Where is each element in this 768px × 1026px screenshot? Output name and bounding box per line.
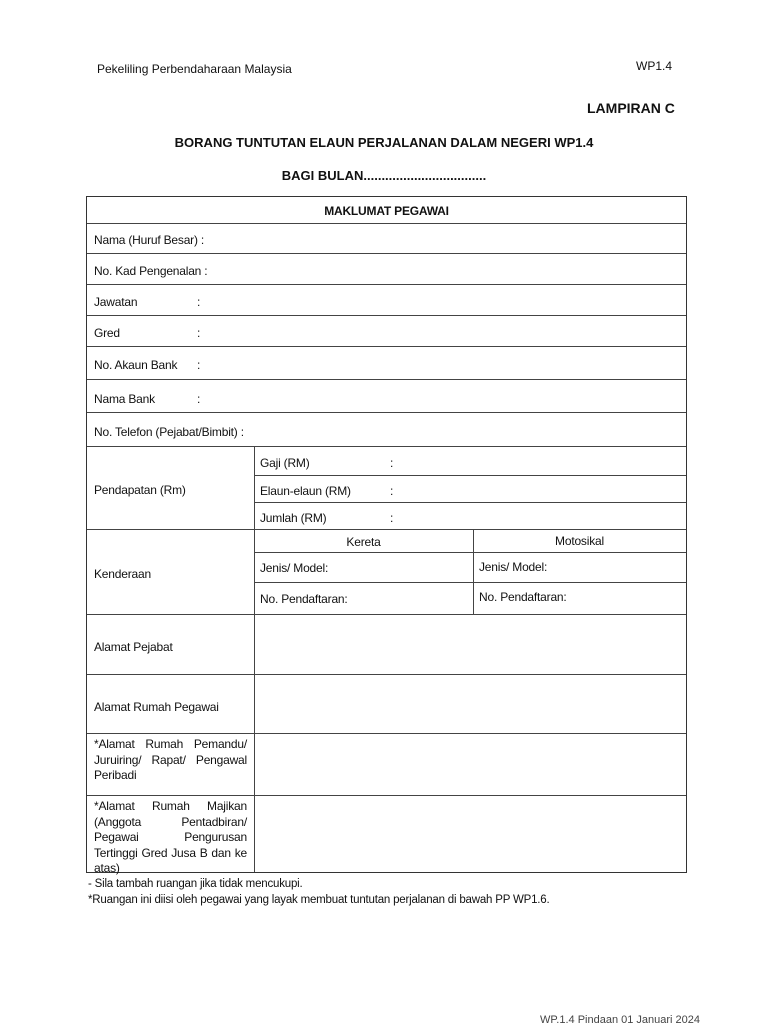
form-title: BORANG TUNTUTAN ELAUN PERJALANAN DALAM NEGERI WP1.4 — [174, 135, 594, 150]
month-field: BAGI BULAN.................................. — [281, 168, 487, 183]
allowances-label: Elaun-elaun (RM) — [260, 484, 351, 498]
revision-footer: WP.1.4 Pindaan 01 Januari 2024 — [540, 1014, 701, 1026]
motorcycle-model-label: Jenis/ Model: — [479, 560, 548, 574]
appendix-label: LAMPIRAN C — [587, 100, 675, 116]
salary-label: Gaji (RM) — [260, 456, 310, 470]
total-colon: : — [390, 511, 394, 525]
salary-colon: : — [390, 456, 394, 470]
position-label: Jawatan — [94, 295, 138, 309]
bank-account-colon: : — [197, 358, 201, 372]
note-eligibility: *Ruangan ini diisi oleh pegawai yang layak membuat tuntutan perjalanan di bawah PP WP1.6. — [88, 894, 550, 906]
motorcycle-header: Motosikal — [555, 534, 604, 548]
document-code: WP1.4 — [636, 59, 673, 73]
name-field-label: Nama (Huruf Besar) : — [94, 233, 205, 247]
note-add-rows: - Sila tambah ruangan jika tidak mencukupi. — [88, 878, 303, 890]
office-address-label: Alamat Pejabat — [94, 640, 173, 654]
motorcycle-registration-label: No. Pendaftaran: — [479, 590, 567, 604]
car-header: Kereta — [346, 535, 381, 549]
bank-name-label: Nama Bank — [94, 392, 155, 406]
bank-account-label: No. Akaun Bank — [94, 358, 178, 372]
bank-name-colon: : — [197, 392, 201, 406]
officer-info-form — [86, 196, 687, 873]
circular-title: Pekeliling Perbendaharaan Malaysia — [97, 62, 292, 76]
car-model-label: Jenis/ Model: — [260, 561, 329, 575]
home-address-label: Alamat Rumah Pegawai — [94, 700, 219, 714]
allowances-colon: : — [390, 484, 394, 498]
grade-colon: : — [197, 326, 201, 340]
income-label: Pendapatan (Rm) — [94, 483, 186, 497]
driver-address-label: *Alamat Rumah Pemandu/ Juruiring/ Rapat/ Pengawal Peribadi — [94, 737, 247, 782]
vehicle-label: Kenderaan — [94, 567, 151, 581]
telephone-label: No. Telefon (Pejabat/Bimbit) : — [94, 425, 244, 439]
position-colon: : — [197, 295, 201, 309]
car-registration-label: No. Pendaftaran: — [260, 592, 348, 606]
employer-address-label: *Alamat Rumah Majikan (Anggota Pentadbiran/ Pegawai Pengurusan Tertinggi Gred Jusa B dan ke atas) — [94, 799, 247, 875]
section-title: MAKLUMAT PEGAWAI — [324, 204, 449, 218]
ic-number-label: No. Kad Pengenalan : — [94, 264, 208, 278]
total-label: Jumlah (RM) — [260, 511, 327, 525]
grade-label: Gred — [94, 326, 120, 340]
